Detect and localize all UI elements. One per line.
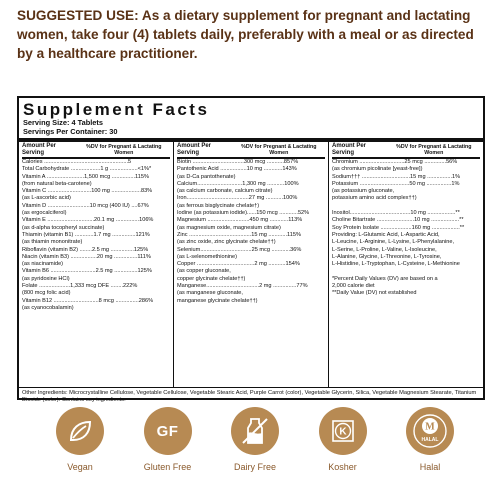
fact-row: (as potassium gluconate, — [332, 188, 395, 195]
gf-icon — [144, 407, 192, 455]
badge-label: Halal — [419, 462, 441, 472]
badge-gluten-free — [138, 407, 198, 491]
supplement-facts-panel — [17, 96, 485, 404]
fact-row: manganese glycinate chelate††) — [177, 297, 258, 304]
fact-row: (as calcium carbonate, calcium citrate) — [177, 188, 273, 195]
amount-header: Amount Per Serving — [332, 143, 367, 156]
rows-col1 — [22, 159, 170, 312]
fact-row: Manganese..................................2 mg ...............77% — [177, 283, 308, 290]
fact-row: Biotin .................................300 mcg ...........857% — [177, 159, 299, 165]
amount-header: Amount Per Serving — [177, 143, 212, 156]
fact-row: **Daily Value (DV) not established — [332, 290, 417, 297]
servings-per-container: Servings Per Container: 30 — [23, 126, 118, 136]
facts-column-3 — [328, 142, 483, 387]
certification-badges — [50, 407, 460, 491]
rows-col3 — [332, 159, 480, 298]
fact-row: Inositol.......................................10 mg ..................** — [332, 210, 460, 217]
fact-row: (from natural beta-carotene) — [22, 180, 92, 187]
kosher-icon — [319, 407, 367, 455]
fact-row: Pantothenic Acid .................10 mg ............143% — [177, 166, 297, 173]
fact-row: (as manganese gluconate, — [177, 290, 243, 297]
other-ingredients: Other Ingredients: Microcrystalline Cellulose, Vegetable Cellulose, Vegetable Stearic Acid, Purple Carrot (color), Vegetable Glycerin, Silica, Vegetable Magnesium Stearate, Titanium Dioxide (color). Contains soy ingredients. — [19, 387, 483, 405]
fact-row: (as niacinamide) — [22, 261, 64, 268]
fact-row — [332, 268, 480, 275]
fact-row: (800 mcg folic acid) — [22, 290, 71, 297]
fact-row: Iodine (as potassium iodide)......150 mcg ............52% — [177, 210, 310, 217]
fact-row: Copper .....................................2 mg ...........154% — [177, 261, 300, 268]
amount-header: Amount Per Serving — [22, 143, 57, 156]
fact-row: (as copper gluconate, — [177, 268, 231, 275]
facts-column-1 — [19, 142, 173, 387]
fact-row: Thiamin (vitamin B1) ............1.7 mg ...............121% — [22, 231, 150, 238]
fact-row: L-Alanine, Glycine, L-Threonine, L-Tyrosine, — [332, 253, 442, 260]
badge-label: Vegan — [67, 462, 93, 472]
fact-row: (as magnesium oxide, magnesium citrate) — [177, 224, 281, 231]
fact-row: Providing: L-Glutamic Acid, L-Aspartic Acid, — [332, 231, 440, 238]
column-header — [22, 142, 170, 159]
halal-sub: HALAL — [421, 437, 439, 443]
milk-bottle-icon — [231, 407, 279, 455]
fact-row: Vitamin B6 .............................2.5 mg ...............125% — [22, 268, 152, 275]
facts-column-2 — [173, 142, 328, 387]
fact-row: Total Carbohydrate ...................1 g ..................<1%* — [22, 166, 152, 173]
serving-size: Serving Size: 4 Tablets — [23, 118, 103, 127]
fact-row: Folate ....................1,333 mcg DFE ........222% — [22, 283, 138, 290]
dv-header: %DV for Pregnant & Lactating Women — [241, 144, 317, 156]
fact-row: Magnesium ...........................450 mg ............113% — [177, 217, 303, 224]
fact-row: Niacin (vitamin B3) .................20 mg ...............111% — [22, 253, 151, 260]
fact-row: Vitamin D ...........................10 mcg (400 IU) ....67% — [22, 202, 149, 209]
column-header — [177, 142, 325, 159]
fact-row: (as thiamin mononitrate) — [22, 239, 83, 246]
fact-row: Selenium.................................25 mcg ............36% — [177, 246, 302, 253]
fact-row: L-Histidine, L-Tryptophan, L-Cysteine, L-Methionine — [332, 261, 460, 268]
halal-mark: M — [425, 421, 435, 433]
kosher-mark: K — [338, 426, 347, 438]
badge-halal — [400, 407, 460, 491]
fact-row: Choline Bitartrate ........................10 mg ..................** — [332, 217, 464, 224]
fact-row: (as pyridoxine HCl) — [22, 275, 70, 282]
fact-row: potassium amino acid complex††) — [332, 195, 417, 202]
badge-dairy-free — [225, 407, 285, 491]
badge-label: Kosher — [328, 462, 357, 472]
badge-label: Dairy Free — [233, 462, 276, 472]
fact-row: (as ferrous bisglycinate chelate†) — [177, 202, 260, 209]
badge-vegan — [50, 407, 110, 491]
dv-header: %DV for Pregnant & Lactating Women — [396, 144, 472, 156]
suggested-use-text: SUGGESTED USE: As a dietary supplement for pregnant and lactating women, take four (4) tablets daily, preferably with a meal or as directed by a healthcare practitioner. — [17, 8, 474, 61]
facts-columns — [19, 142, 483, 387]
fact-row: Vitamin A ........................1,500 mcg ...............115% — [22, 173, 149, 180]
fact-row: Zinc ........................................15 mg ............115% — [177, 231, 301, 238]
leaf-icon — [56, 407, 104, 455]
halal-icon — [406, 407, 454, 455]
fact-row: Vitamin C ............................100 mg ...................83% — [22, 188, 153, 195]
fact-row: Riboflavin (vitamin B2) ........2.5 mg ...............125% — [22, 246, 149, 253]
rows-col2 — [177, 159, 325, 305]
fact-row: Soy Protein Isolate ....................160 mg ..................** — [332, 224, 465, 231]
fact-row: L-Serine, L-Proline, L-Valine, L-Isoleucine, — [332, 246, 437, 253]
fact-row: Chromium .............................25 mcg ..............56% — [332, 159, 458, 165]
fact-row: 2,000 calorie diet — [332, 283, 375, 290]
fact-row: Sodium††† ...............................15 mg ................1% — [332, 173, 461, 180]
column-header — [332, 142, 480, 159]
badge-label: Gluten Free — [143, 462, 192, 472]
fact-row: (as D-Ca pantothenate) — [177, 173, 236, 180]
fact-row: *Percent Daily Values (DV) are based on a — [332, 275, 438, 282]
gf-mark: GF — [156, 422, 179, 440]
fact-row: Vitamin E ..............................20.1 mg ...............106% — [22, 217, 154, 224]
fact-row: (as ergocalciferol) — [22, 210, 67, 217]
fact-row: Calories ......................................................5 — [22, 159, 132, 165]
fact-row: Iron........................................27 mg ...........100% — [177, 195, 298, 202]
fact-row: Potassium ................................50 mg ................1% — [332, 180, 460, 187]
fact-row: L-Leucine, L-Arginine, L-Lysine, L-Phenylalanine, — [332, 239, 454, 246]
fact-row — [332, 203, 480, 210]
fact-row: (as chromium picolinate [yeast-free]) — [332, 166, 423, 173]
dv-header: %DV for Pregnant & Lactating Women — [86, 144, 162, 156]
fact-row: (as cyanocobalamin) — [22, 304, 74, 311]
fact-row: (as L-selenomethionine) — [177, 253, 238, 260]
fact-row: Vitamin B12 .............................8 mcg ...............286% — [22, 297, 154, 304]
badge-kosher — [313, 407, 373, 491]
fact-row: copper glycinate chelate††) — [177, 275, 246, 282]
fact-row: Calcium.............................1,300 mg ...........100% — [177, 180, 299, 187]
fact-row: (as zinc oxide, zinc glycinate chelate††) — [177, 239, 276, 246]
panel-title: Supplement Facts — [23, 100, 210, 119]
fact-row: (as d-alpha tocopheryl succinate) — [22, 224, 105, 231]
fact-row: (as L-ascorbic acid) — [22, 195, 71, 202]
